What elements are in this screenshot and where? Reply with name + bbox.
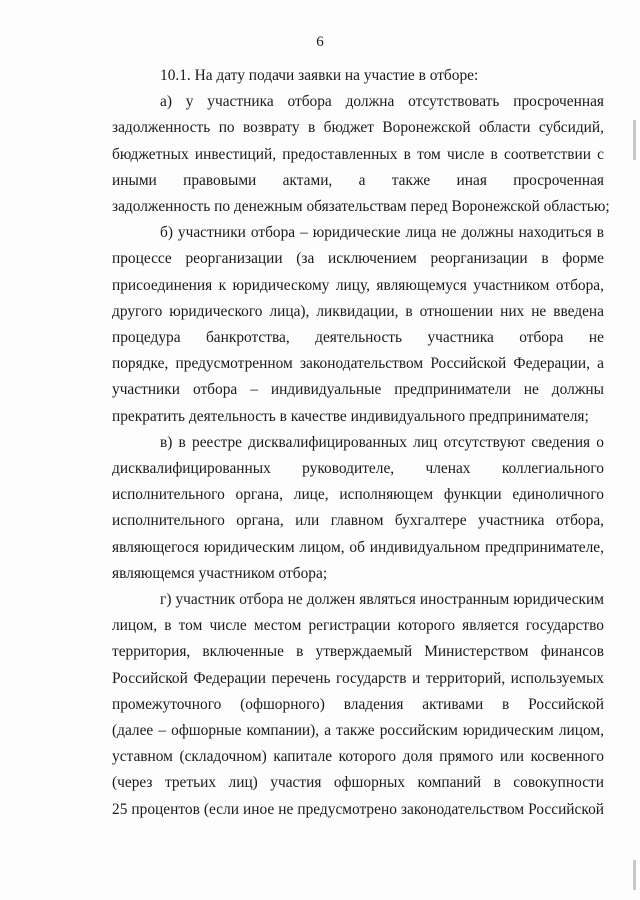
text-line: иными правовыми актами, а также иная просроченная (112, 171, 604, 189)
text-line: (через третьих лиц) участия офшорных компаний в совокупности (112, 774, 604, 792)
text-line: дисквалифицированных руководителе, членах коллегиального (112, 460, 604, 477)
text-line: прекратить деятельность в качестве индивидуального предпринимателя; (112, 407, 589, 425)
text-line: б) участники отбора – юридические лица не должны находиться в (160, 224, 604, 242)
text-line: в) в реестре дисквалифицированных лиц отсутствуют сведения о (160, 433, 604, 451)
text-line: задолженность по денежным обязательствам перед Воронежской областью; (112, 198, 610, 215)
text-line: являющемся участником отбора; (112, 564, 328, 582)
text-line: участники отбора – индивидуальные предприниматели не должны (112, 381, 604, 399)
text-line: уставном (складочном) капитале которого доля прямого или косвенного (112, 748, 604, 766)
text-line: (далее – офшорные компании), а также российским юридическим лицом, (112, 722, 604, 739)
text-line: Российской Федерации перечень государств и территорий, используемых (112, 669, 604, 687)
text-line: территория, включенные в утверждаемый Министерством финансов (112, 643, 604, 661)
text-line: г) участник отбора не должен являться иностранным юридическим (160, 591, 604, 608)
text-line: бюджетных инвестиций, предоставленных в том числе в соответствии с (112, 145, 604, 163)
text-line: задолженность по возврату в бюджет Воронежской области субсидий, (112, 119, 604, 137)
text-line: другого юридического лица), ликвидации, в отношении них не введена (112, 302, 604, 320)
text-line: присоединения к юридическому лицу, являющемуся участником отбора, (112, 276, 604, 294)
text-line: 25 процентов (если иное не предусмотрено законодательством Российской (112, 800, 604, 818)
text-line: порядке, предусмотренном законодательством Российской Федерации, а (112, 355, 604, 373)
text-line: исполнительного органа, или главном бухгалтере участника отбора, (112, 512, 604, 530)
text-line: а) у участника отбора должна отсутствовать просроченная (160, 93, 604, 111)
text-line: промежуточного (офшорного) владения активами в Российской (112, 695, 604, 713)
text-line: являющегося юридическим лицом, об индивидуальном предпринимателе, (112, 538, 604, 556)
text-line: процедура банкротства, деятельность участника отбора не (112, 329, 604, 346)
text-line: исполнительного органа, лице, исполняющем функции единоличного (112, 486, 604, 504)
text-line: 10.1. На дату подачи заявки на участие в отборе: (160, 67, 479, 84)
text-line: процессе реорганизации (за исключением реорганизации в форме (112, 250, 604, 268)
text-line: лицом, в том числе местом регистрации которого является государство (112, 617, 604, 635)
scan-edge-mark (633, 120, 636, 160)
page-number: 6 (316, 34, 324, 50)
scan-edge-mark (633, 860, 636, 890)
